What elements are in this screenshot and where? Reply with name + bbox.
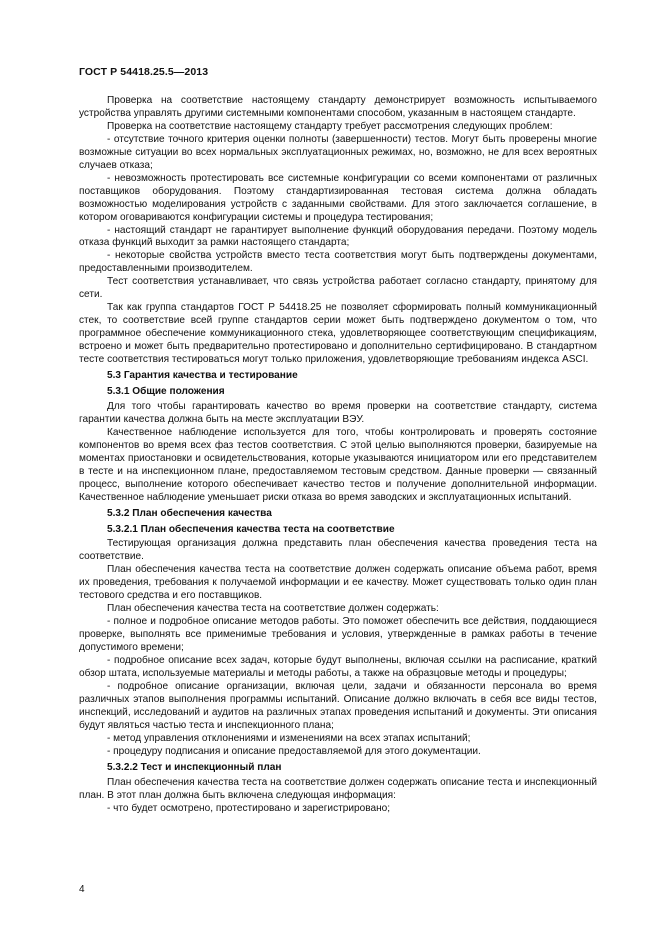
paragraph: Так как группа стандартов ГОСТ Р 54418.25 не позволяет сформировать полный коммуникационный стек, то соответствие всей группе стандартов серии может быть подтверждено документом о том, что программное обеспечение коммуникационного стека, удовлетворяющее соответствующим спецификациям, встроено и может быть предварительно протестировано и дополнительно сертифицировано. В стандартном тесте соответствия тестироваться могут только приложения, удовлетворяющие требованиям индекса ASCI. xyxy=(79,302,597,366)
paragraph: Тестирующая организация должна представить план обеспечения качества проведения теста на соответствие. xyxy=(79,538,597,563)
list-item: - подробное описание всех задач, которые будут выполнены, включая ссылки на расписание, краткий обзор штата, используемые материалы и методы работы, а также на образцовые методы и процедуры; xyxy=(79,655,597,679)
paragraph: Проверка на соответствие настоящему стандарту демонстрирует возможность испытываемого устройства управлять другими системными компонентами способом, указанным в настоящем стандарте. xyxy=(79,95,597,119)
paragraph: Для того чтобы гарантировать качество во время проверки на соответствие стандарту, система гарантии качества должна быть на месте эксплуатации ВЭУ. xyxy=(79,400,597,425)
section-heading: 5.3.2.1 План обеспечения качества теста на соответствие xyxy=(107,523,395,535)
section-heading: 5.3.2 План обеспечения качества xyxy=(107,507,272,519)
paragraph: План обеспечения качества теста на соответствие должен содержать описание теста и инспекционный план. В этот план должна быть включена следующая информация: xyxy=(79,776,597,801)
paragraph: Проверка на соответствие настоящему стандарту требует рассмотрения следующих проблем: xyxy=(107,120,553,132)
list-item: - метод управления отклонениями и изменениями на всех этапах испытаний; xyxy=(107,732,471,744)
page-number: 4 xyxy=(79,884,85,895)
list-item: - некоторые свойства устройств вместо теста соответствия могут быть подтверждены документами, предоставленными производителем. xyxy=(79,250,597,275)
document-header: ГОСТ Р 54418.25.5—2013 xyxy=(79,66,209,78)
list-item: - процедуру подписания и описание предоставляемой для этого документации. xyxy=(107,745,481,757)
list-item: - настоящий стандарт не гарантирует выполнение функций оборудования передачи. Поэтому модель отказа функций выходит за рамки настоящего стандарта; xyxy=(79,224,597,249)
section-heading: 5.3 Гарантия качества и тестирование xyxy=(107,370,298,382)
list-item: - невозможность протестировать все системные конфигурации со всеми компонентами от различных поставщиков оборудования. Поэтому стандартизированная тестовая система должна обладать возможностью моделирования устройств с заданными свойствами. Для этого заключается соглашение, в котором оговариваются конфигурации системы и процедура тестирования; xyxy=(79,172,597,223)
document-body xyxy=(79,95,597,815)
paragraph: План обеспечения качества теста на соответствие должен содержать описание объема работ, время их проведения, требования к получаемой информации и ее качеству. Может существовать только один план тестового средства и его поставщиков. xyxy=(79,564,597,602)
list-item: - подробное описание организации, включая цели, задачи и обязанности персонала во время различных этапов выполнения программы испытаний. Описание должно включать в себя все виды тестов, инспекций, исследований и аудитов на различных этапах проведения испытаний и документы. Эти описания будут являться частью теста и инспекционного плана; xyxy=(79,680,597,731)
list-item: - отсутствие точного критерия оценки полноты (завершенности) тестов. Могут быть проверены многие возможные ситуации во всех нормальных эксплуатационных режимах, но, возможно, не для всех вероятных случаев отказа; xyxy=(79,133,597,171)
paragraph: Тест соответствия устанавливает, что связь устройства работает согласно стандарту, принятому для сети. xyxy=(79,276,597,301)
list-item: - полное и подробное описание методов работы. Это поможет обеспечить все действия, поддающиеся проверке, выполнять все применимые требования и условия, утвержденные в рамках работы в течение допустимого времени; xyxy=(79,616,597,654)
paragraph: План обеспечения качества теста на соответствие должен содержать: xyxy=(107,603,439,615)
section-heading: 5.3.2.2 Тест и инспекционный план xyxy=(107,761,282,773)
section-heading: 5.3.1 Общие положения xyxy=(107,385,225,397)
paragraph: Качественное наблюдение используется для того, чтобы контролировать и проверять состояние компонентов во время всех фаз тестов соответствия. С этой целью выполняются проверки, базируемые на моментах приостановки и освидетельствования, которые указываются инициатором или его представителем в тесте и на инспекционном плане, предоставляемом тестовым средством. Данные проверки — связанный процесс, выполнение которого обеспечивает качество тестов и получение дополнительной информации. Качественное наблюдение уменьшает риски отказа во время заводских и эксплуатационных испытаний. xyxy=(79,426,597,503)
list-item: - что будет осмотрено, протестировано и зарегистрировано; xyxy=(107,802,391,814)
